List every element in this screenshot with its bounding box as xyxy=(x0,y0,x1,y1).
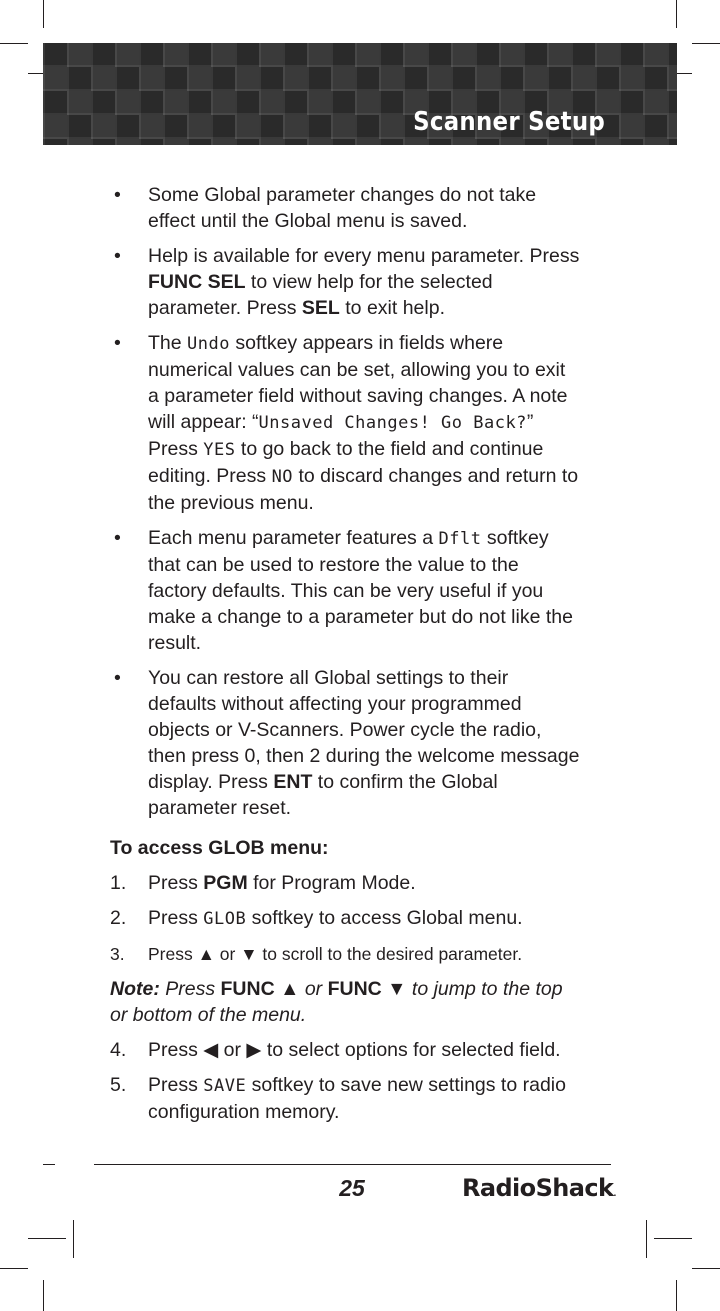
step-number: 1. xyxy=(110,872,127,894)
note-label: Note: xyxy=(110,978,160,1000)
step-item: 1. Press PGM for Program Mode. xyxy=(110,872,416,894)
crop-mark xyxy=(692,43,720,44)
crop-mark xyxy=(692,1268,720,1269)
step-number: 2. xyxy=(110,907,127,929)
bullet-dot: • xyxy=(114,184,121,206)
key-func-sel: FUNC SEL xyxy=(148,271,246,293)
bullet-item: • The Undo softkey appears in fields where numerical values can be set, allowing you to exit a parameter field without saving changes. A note will appear: “Unsaved Changes! Go Back?” Press YES to go back to the field and continue editing. Press NO to discard changes and return to the previous menu. xyxy=(114,332,579,514)
crop-mark xyxy=(654,1238,692,1239)
softkey-save: SAVE xyxy=(203,1076,247,1096)
crop-mark xyxy=(28,1238,66,1239)
key-func-down: FUNC ▼ xyxy=(327,978,407,1000)
step-number: 5. xyxy=(110,1074,127,1096)
brand-name: RadioShack xyxy=(462,1174,614,1202)
crop-mark xyxy=(646,1220,647,1258)
bullet-item: • Help is available for every menu parameter. Press FUNC SEL to view help for the selected parameter. Press SEL to exit help. xyxy=(114,245,580,319)
bullet-dot: • xyxy=(114,667,121,689)
key-pgm: PGM xyxy=(203,872,248,894)
crop-mark xyxy=(676,0,677,28)
note: Note: Press FUNC ▲ or FUNC ▼ to jump to the top or bottom of the menu. xyxy=(110,978,563,1026)
bullet-item: • You can restore all Global settings to their defaults without affecting your programmed objects or V-Scanners. Power cycle the radio, then press 0, then 2 during the welcome message display. Press ENT to confirm the Global parameter reset. xyxy=(114,667,580,819)
footer-divider xyxy=(94,1164,611,1165)
step-item: 4. Press ◀ or ▶ to select options for selected field. xyxy=(110,1039,561,1061)
main-content xyxy=(110,182,580,1134)
step-number: 3. xyxy=(110,944,125,964)
softkey-glob: GLOB xyxy=(203,909,247,929)
page-number: 25 xyxy=(339,1175,365,1201)
bullet-item: • Some Global parameter changes do not take effect until the Global menu is saved. xyxy=(114,184,537,232)
section-heading: To access GLOB menu: xyxy=(110,837,329,859)
softkey-yes: YES xyxy=(203,440,236,460)
step-item: 3. Press ▲ or ▼ to scroll to the desired parameter. xyxy=(110,941,580,967)
crop-mark xyxy=(43,1164,55,1165)
softkey-undo: Undo xyxy=(187,334,230,354)
crop-mark xyxy=(676,1280,677,1311)
step-item: 2. Press GLOB softkey to access Global menu. xyxy=(110,907,523,929)
crop-mark xyxy=(73,1220,74,1258)
crop-mark xyxy=(0,43,28,44)
step-number: 4. xyxy=(110,1039,127,1061)
bullet-dot: • xyxy=(114,245,121,267)
bullet-item: • Each menu parameter features a Dflt softkey that can be used to restore the value to the factory defaults. This can be very useful if you make a change to a parameter but do not like the result. xyxy=(114,527,573,654)
radioshack-logo xyxy=(462,1174,616,1202)
crop-mark xyxy=(43,1280,44,1311)
key-ent: ENT xyxy=(273,771,313,793)
page-title: Scanner Setup xyxy=(413,107,605,137)
crop-mark xyxy=(0,1268,28,1269)
crop-mark xyxy=(43,0,44,28)
softkey-dflt: Dflt xyxy=(438,529,482,549)
brand-dot: . xyxy=(613,1189,617,1198)
key-func-up: FUNC ▲ xyxy=(220,978,300,1000)
header-banner xyxy=(43,43,677,145)
bullet-dot: • xyxy=(114,332,121,354)
bullet-dot: • xyxy=(114,527,121,549)
key-sel: SEL xyxy=(301,297,340,319)
softkey-no: NO xyxy=(271,467,294,487)
step-item: 5. Press SAVE softkey to save new settings to radio configuration memory. xyxy=(110,1074,566,1123)
display-message: Unsaved Changes! Go Back? xyxy=(258,413,527,433)
